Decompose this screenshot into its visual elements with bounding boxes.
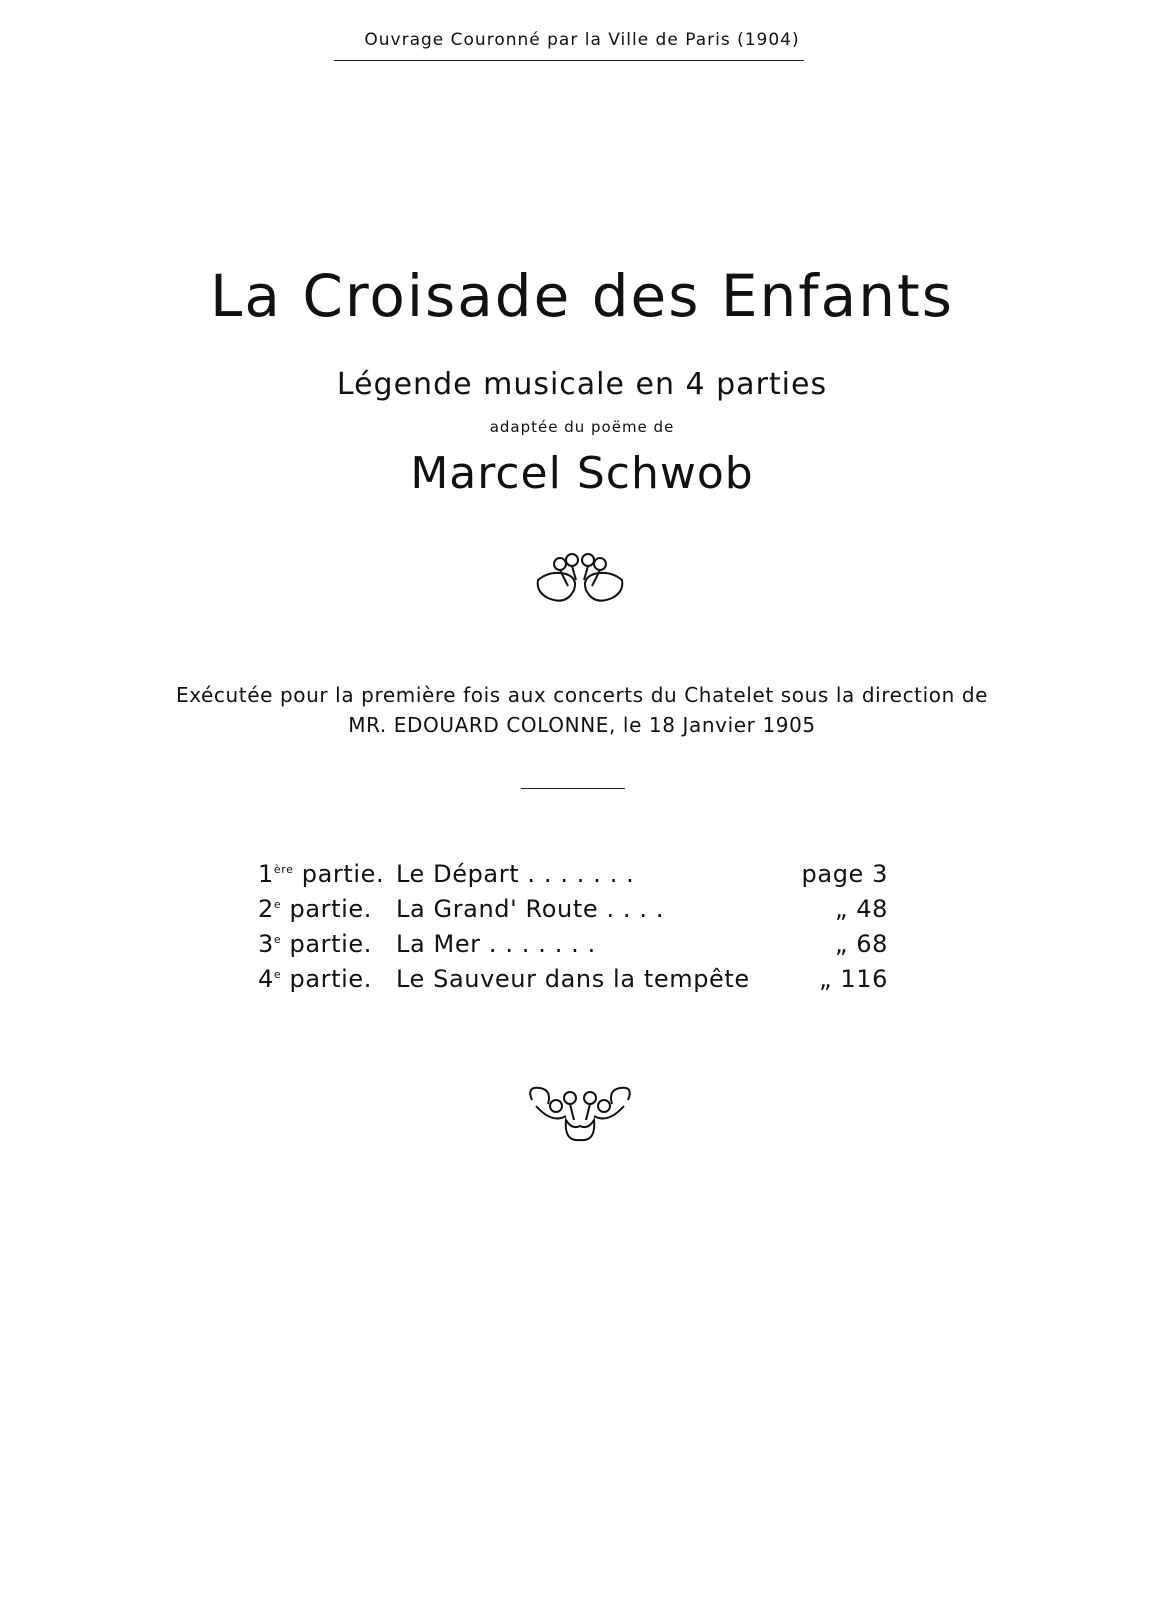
award-line: Ouvrage Couronné par la Ville de Paris (1904) — [364, 30, 800, 50]
toc-part-label: 4e partie. — [258, 965, 372, 993]
toc-part-name: Le Sauveur dans la tempête — [396, 965, 750, 993]
toc-page-number: page 3 — [801, 860, 888, 888]
performance-note — [0, 680, 1164, 740]
award-underline — [334, 60, 804, 61]
performance-line-2: MR. EDOUARD COLONNE, le 18 Janvier 1905 — [348, 713, 816, 737]
toc-part-label: 1ère partie. — [258, 860, 385, 888]
table-of-contents — [258, 860, 898, 1000]
toc-part-name: La Mer . . . . . . . — [396, 930, 596, 958]
toc-part-name: La Grand' Route . . . . — [396, 895, 665, 923]
toc-row — [258, 930, 898, 965]
performance-line-1: Exécutée pour la première fois aux concerts du Chatelet sous la direction de — [175, 683, 989, 707]
toc-row — [258, 895, 898, 930]
toc-row — [258, 860, 898, 895]
toc-row — [258, 965, 898, 1000]
toc-page-number: „ 116 — [819, 965, 888, 993]
toc-page-number: „ 68 — [834, 930, 888, 958]
adapted-from: adaptée du poëme de — [489, 418, 675, 436]
toc-part-name: Le Départ . . . . . . . — [396, 860, 635, 888]
toc-part-label: 3e partie. — [258, 930, 372, 958]
toc-page-number: „ 48 — [834, 895, 888, 923]
floral-ornament-icon — [522, 1080, 638, 1150]
toc-part-label: 2e partie. — [258, 895, 372, 923]
subtitle: Légende musicale en 4 parties — [336, 367, 828, 402]
page-title: La Croisade des Enfants — [210, 262, 954, 330]
divider — [521, 788, 625, 789]
author-name: Marcel Schwob — [410, 448, 754, 499]
floral-ornament-icon — [530, 550, 630, 610]
